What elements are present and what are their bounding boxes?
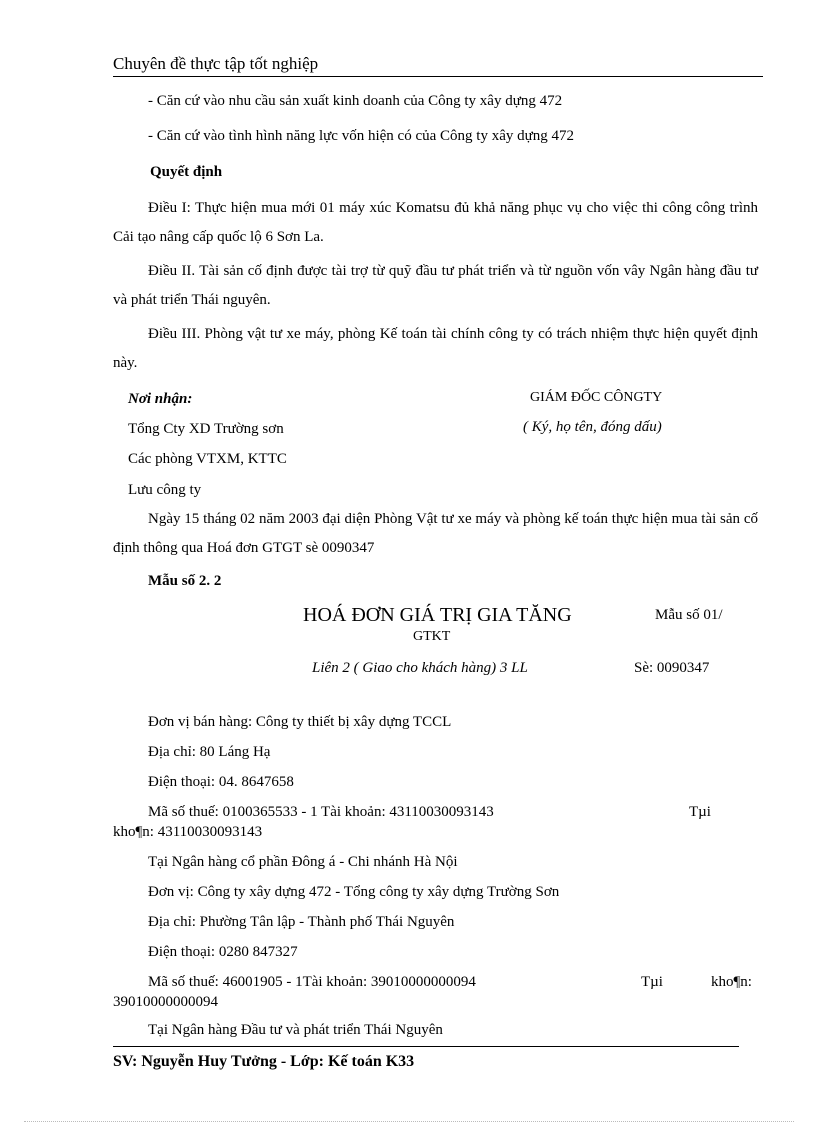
- buyer-tax-cont: 39010000000094: [113, 994, 218, 1010]
- buyer-tax-right: kho¶n:: [711, 974, 752, 990]
- seller-tax-cont: kho¶n: 43110030093143: [113, 824, 263, 840]
- seller-phone: Điện thoại: 04. 8647658: [148, 774, 294, 790]
- invoice-form-no: Mẫu số 01/: [655, 607, 723, 623]
- header-rule: [113, 76, 763, 77]
- recipients-label: Nơi nhận:: [128, 391, 193, 407]
- buyer-address: Địa chỉ: Phường Tân lập - Thành phố Thái Nguyên: [148, 914, 455, 930]
- seller-tax-right: Tµi: [689, 804, 711, 820]
- recipient-item: Lưu công ty: [128, 482, 202, 498]
- basis-line-1: - Căn cứ vào nhu cầu sản xuất kinh doanh của Công ty xây dựng 472: [148, 93, 563, 109]
- footer-rule: [113, 1046, 739, 1047]
- form-label: Mẫu số 2. 2: [148, 573, 222, 589]
- buyer-tax-line: Mã số thuế: 46001905 - 1Tài khoản: 39010000000094: [148, 974, 476, 990]
- seller-tax-line: Mã số thuế: 0100365533 - 1 Tài khoản: 43110030093143: [148, 804, 494, 820]
- intro-paragraph: Ngày 15 tháng 02 năm 2003 đại diện Phòng Vật tư xe máy và phòng kế toán thực hiện mua tài sản cố định thông qua Hoá đơn GTGT sè 0090347: [113, 511, 758, 556]
- buyer-phone: Điện thoại: 0280 847327: [148, 944, 298, 960]
- buyer-unit: Đơn vị: Công ty xây dựng 472 - Tổng công ty xây dựng Trường Sơn: [148, 884, 560, 900]
- buyer-tax-mid: Tµi: [641, 974, 663, 990]
- page-header-title: Chuyên đề thực tập tốt nghiệp: [113, 54, 319, 73]
- signature-note: ( Ký, họ tên, đóng dấu): [523, 419, 662, 435]
- footer-text: SV: Nguyễn Huy Tưởng - Lớp: Kế toán K33: [113, 1053, 415, 1070]
- basis-line-2: - Căn cứ vào tình hình năng lực vốn hiện có của Công ty xây dựng 472: [148, 128, 574, 144]
- invoice-form-no-cont: GTKT: [413, 629, 451, 644]
- buyer-bank: Tại Ngân hàng Đầu tư và phát triển Thái Nguyên: [148, 1022, 443, 1038]
- article-2: Điều II. Tài sản cố định được tài trợ từ quỹ đầu tư phát triển và từ nguồn vốn vây Ngân hàng đầu tư và phát triển Thái nguyên.: [113, 263, 758, 308]
- recipient-item: Tổng Cty XD Trường sơn: [128, 421, 284, 437]
- seller-address: Địa chỉ: 80 Láng Hạ: [148, 744, 271, 760]
- decision-heading: Quyết định: [150, 164, 223, 180]
- invoice-copy: Liên 2 ( Giao cho khách hàng) 3 LL: [312, 660, 528, 676]
- article-3: Điều III. Phòng vật tư xe máy, phòng Kế toán tài chính công ty có trách nhiệm thực hiện quyết định này.: [113, 326, 758, 371]
- article-1: Điều I: Thực hiện mua mới 01 máy xúc Komatsu đủ khả năng phục vụ cho việc thi công công trình Cải tạo nâng cấp quốc lộ 6 Sơn La.: [113, 200, 758, 245]
- seller-unit: Đơn vị bán hàng: Công ty thiết bị xây dựng TCCL: [148, 714, 452, 730]
- seller-bank: Tại Ngân hàng cổ phần Đông á - Chi nhánh Hà Nội: [148, 854, 458, 870]
- invoice-title: HOÁ ĐƠN GIÁ TRỊ GIA TĂNG: [303, 604, 572, 626]
- page-edge-divider: [24, 1121, 794, 1122]
- invoice-serial: Sè: 0090347: [634, 660, 710, 676]
- signature-title: GIÁM ĐỐC CÔNGTY: [530, 390, 663, 405]
- recipient-item: Các phòng VTXM, KTTC: [128, 451, 287, 467]
